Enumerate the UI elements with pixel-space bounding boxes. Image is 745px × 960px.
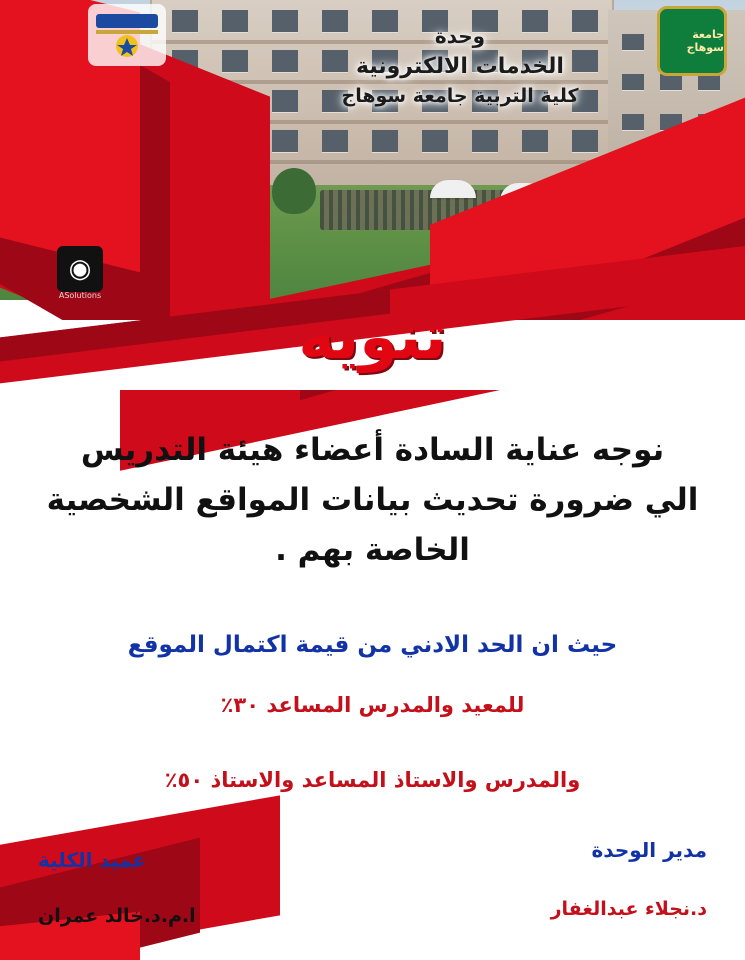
unit-director-role: مدير الوحدة [591,838,707,862]
notice-body [34,425,711,576]
notice-body-line-3: الخاصة بهم . [275,532,470,569]
university-logo-label: جامعة سوهاج [686,28,724,54]
unit-director-name: د.نجلاء عبدالغفار [550,898,707,920]
notice-body-line-2: الي ضرورة تحديث بيانات المواقع الشخصية [46,482,699,519]
unit-logo [46,238,114,300]
header-line-1: وحدة [434,24,486,48]
dean-role: عميد الكلية [38,848,147,872]
faculty-logo [88,4,166,66]
percentage-line-2: والمدرس والاستاذ المساعد والاستاذ ٥٠٪ [164,768,581,792]
unit-logo-icon: ◉ [57,246,103,292]
unit-logo-caption: ASolutions [58,291,102,300]
dean-name: ا.م.د.خالد عمران [38,905,196,927]
header-block [295,22,625,110]
percentage-line-1: للمعيد والمدرس المساعد ٣٠٪ [220,693,525,717]
header-line-3: كلية التربية جامعة سوهاج [341,84,579,107]
page-title: تنويه [298,300,447,373]
faculty-logo-icon [92,8,162,62]
minimum-note: حيث ان الحد الادني من قيمة اكتمال الموقع [127,632,618,658]
tree-icon [272,168,316,214]
header-line-2: الخدمات الالكترونية [356,54,564,79]
university-logo [657,6,727,76]
notice-body-line-1: نوجه عناية السادة أعضاء هيئة التدريس [80,432,665,468]
